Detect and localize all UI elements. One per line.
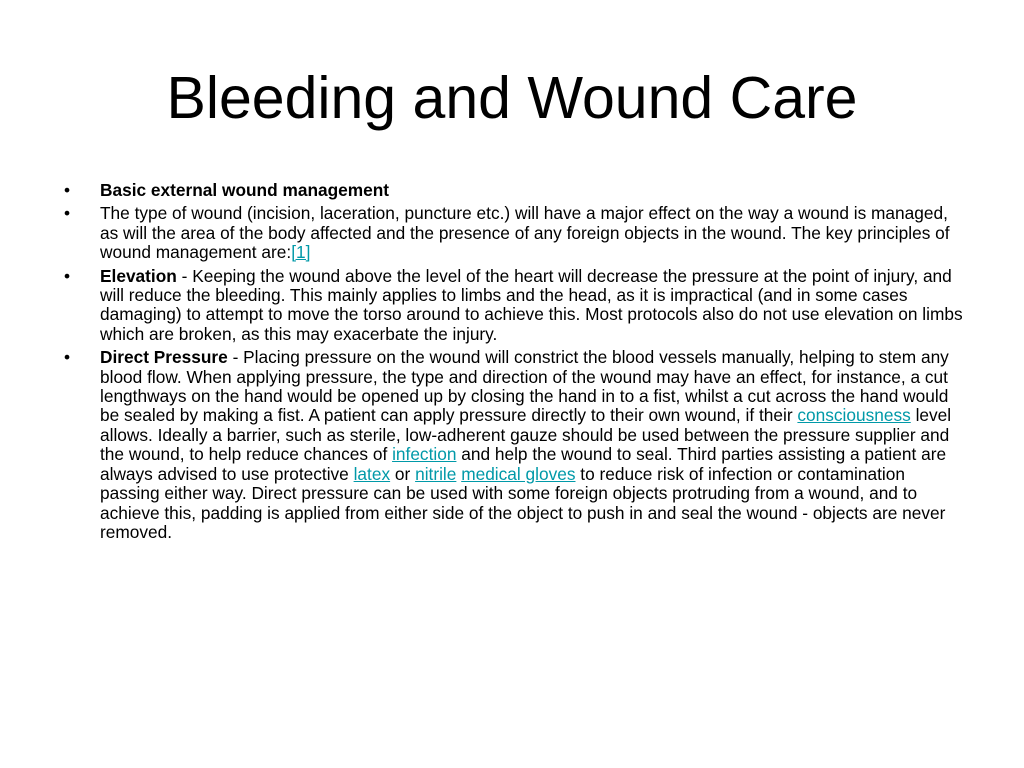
bullet-heading: Basic external wound management (100, 180, 390, 200)
latex-link[interactable]: latex (353, 463, 391, 484)
bullet-item-elevation (64, 267, 969, 345)
bullet-text: to reduce risk of infection or contamination passing either way. Direct pressure can be used with some foreign objects protruding from a wound, and to achieve this, padding is applied from either side of the object to push in and seal the wound - objects are never removed. (100, 463, 946, 542)
bullet-item-direct-pressure (64, 348, 969, 542)
bullet-text: level allows. Ideally a barrier, such as sterile, low-adherent gauze should be used between the pressure supplier and the wound, to help reduce chances of (100, 405, 952, 465)
infection-link[interactable]: infection (392, 444, 457, 465)
bullet-icon: • (64, 203, 71, 224)
bullet-text: - Placing pressure on the wound will constrict the blood vessels manually, helping to stem any blood flow. When applying pressure, the type and direction of the wound may have an effect, for instance, a cut lengthways on the hand would be opened up by closing the hand in to a fist, whilst a cut across the hand would be sealed by making a fist. A patient can apply pressure directly to their own wound, if their (100, 347, 949, 426)
bullet-item-basic-management (64, 181, 969, 200)
citation-link[interactable]: [1] (291, 242, 311, 263)
bullet-text: - Keeping the wound above the level of the heart will decrease the pressure at the point of injury, and will reduce the bleeding. This mainly applies to limbs and the head, as it is impractical (and in some cases damaging) to attempt to move the torso around to achieve this. Most protocols also do not use elevation on limbs which are broken, as this may exacerbate the injury. (100, 265, 963, 344)
bullet-text: The type of wound (incision, laceration, puncture etc.) will have a major effect on the way a wound is managed, as will the area of the body affected and the presence of any foreign objects in the wound. The key principles of wound management are: (100, 203, 950, 263)
consciousness-link[interactable]: consciousness (797, 405, 911, 426)
bullet-text: or (390, 463, 416, 484)
bullet-icon: • (64, 265, 71, 286)
bullet-heading: Elevation (100, 265, 177, 286)
bullet-icon: • (64, 347, 71, 368)
bullet-list (64, 181, 969, 546)
bullet-item-wound-type (64, 204, 969, 262)
medical-gloves-link[interactable]: medical gloves (461, 463, 576, 484)
bullet-icon: • (64, 180, 71, 200)
slide-title: Bleeding and Wound Care (166, 65, 858, 131)
nitrile-link[interactable]: nitrile (415, 463, 457, 484)
bullet-heading: Direct Pressure (100, 347, 228, 368)
bullet-text: and help the wound to seal. Third parties assisting a patient are always advised to use protective (100, 444, 947, 484)
